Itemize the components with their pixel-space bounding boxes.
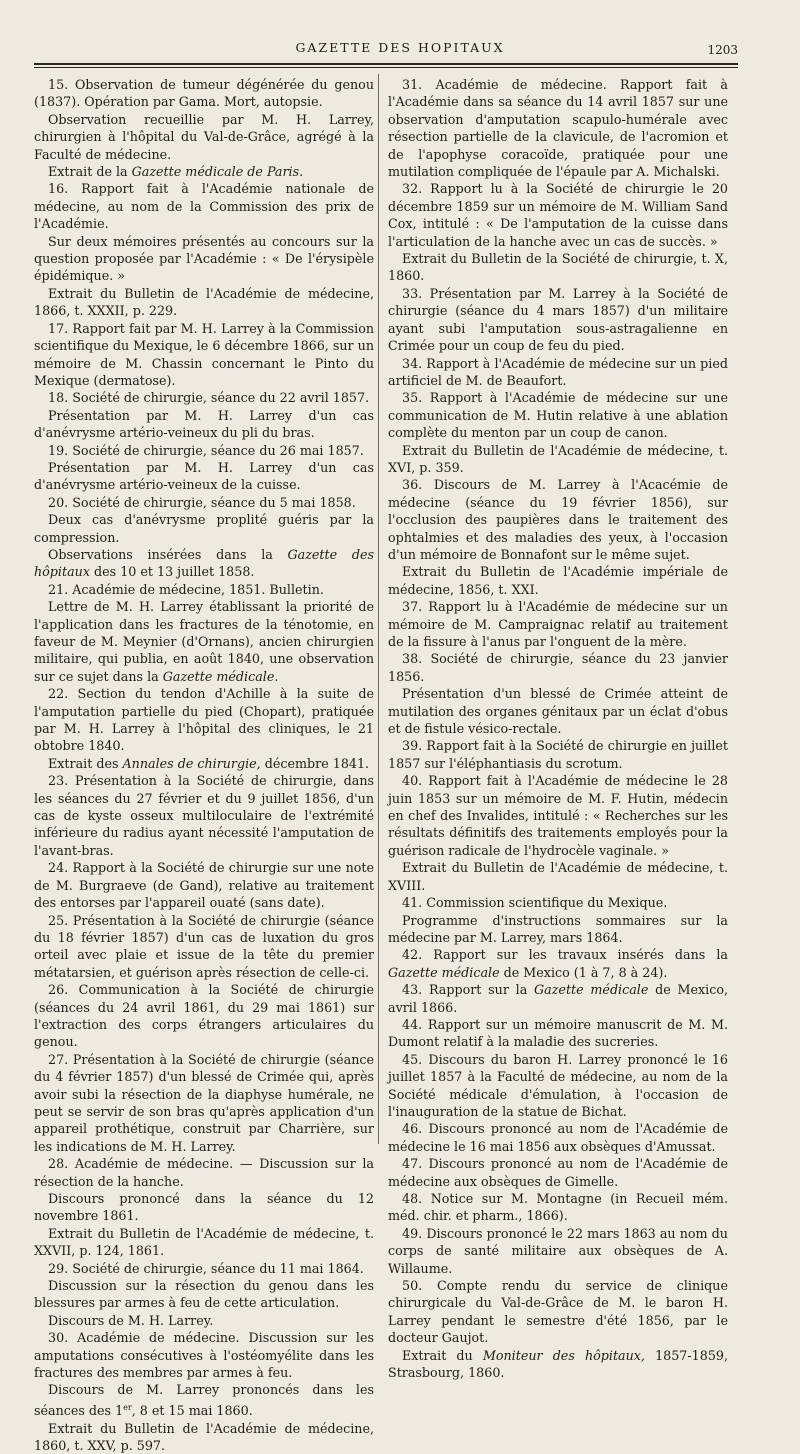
entry-heading-paragraph xyxy=(388,1277,728,1347)
entry-text: Sur deux mémoires présentés au concours sur la question proposée par l'Académie : « De l'érysipèle épidémique. » xyxy=(34,233,374,284)
entry-text: Observation recueillie par M. H. Larrey, chirurgien à l'hôpital du Val-de-Grâce, agrégé à la Faculté de médecine. xyxy=(34,111,374,162)
entry-heading-paragraph xyxy=(34,442,374,459)
bibliography-entry xyxy=(34,76,374,180)
header-rule-thin xyxy=(34,67,738,68)
entry-paragraph xyxy=(388,250,728,285)
entry-text: Présentation à la Société de chirurgie (séance du 18 février 1857) d'un cas de luxation du gros orteil avec plaie et issue de la tête du premier métatarsien, et guérison après résection de celle-ci. xyxy=(34,912,374,980)
entry-paragraph xyxy=(34,407,374,442)
entry-paragraph xyxy=(388,859,728,894)
entry-text: Rapport à la Société de chirurgie sur une note de M. Burgraeve (de Gand), relative au traitement des entorses par l'appareil ouaté (sans date). xyxy=(34,860,374,911)
entry-number: 49. xyxy=(402,1225,423,1241)
entry-number: 27. xyxy=(48,1051,69,1067)
bibliography-entry xyxy=(34,772,374,859)
entry-text: 1857-1859, Strasbourg, 1860. xyxy=(388,1347,728,1381)
entry-text: Lettre de M. H. Larrey établissant la priorité de l'application dans les fractures de la ténotomie, en faveur de M. Meynier (d'Ornans), ancien chirurgien militaire, qui publia, en août 1840, une observation sur ce sujet dans la xyxy=(34,599,374,684)
bibliography-entry xyxy=(34,180,374,319)
bibliography-entry xyxy=(388,981,728,1016)
entry-number: 26. xyxy=(48,982,69,998)
entry-number: 48. xyxy=(402,1191,423,1206)
entry-paragraph xyxy=(388,1347,728,1382)
entry-text: Extrait du Bulletin de l'Académie de médecine, t. XVI, p. 359. xyxy=(388,442,728,475)
entry-text: Extrait du Bulletin de l'Académie de médecine, 1866, t. XXXII, p. 229. xyxy=(34,285,374,319)
entry-text: Extrait du Bulletin de l'Académie de médecine, 1860, t. XXV, p. 597. xyxy=(34,1420,374,1453)
entry-text: des 10 et 13 juillet 1858. xyxy=(89,564,255,580)
entry-heading-paragraph xyxy=(388,894,728,911)
entry-text: Programme d'instructions sommaires sur la médecine par M. Larrey, mars 1864. xyxy=(388,912,728,945)
entry-heading-paragraph xyxy=(34,494,374,511)
bibliography-entry xyxy=(34,1155,374,1259)
entry-heading-paragraph xyxy=(388,737,728,772)
entry-text: Rapport sur les travaux insérés dans la xyxy=(433,947,728,963)
entry-paragraph xyxy=(388,912,728,947)
entry-paragraph xyxy=(34,459,374,494)
entry-text: Extrait du Bulletin de l'Académie de médecine, t. XXVII, p. 124, 1861. xyxy=(34,1225,374,1259)
entry-text: de Mexico, avril 1866. xyxy=(388,982,728,1015)
entry-heading-paragraph xyxy=(388,476,728,563)
entry-heading-paragraph xyxy=(388,598,728,650)
entry-text: Rapport fait par M. H. Larrey à la Commission scientifique du Mexique, le 6 décembre 1866, sur un mémoire de M. Chassin concernant le Pinto du Mexique (dermatose). xyxy=(34,320,374,388)
entry-heading-paragraph xyxy=(34,1155,374,1190)
entry-text: Présentation d'un blessé de Crimée atteint de mutilation des organes génitaux par un éclat d'obus et de fistule vésico-rectale. xyxy=(388,686,728,737)
entry-heading-paragraph xyxy=(388,355,728,390)
entry-heading-paragraph xyxy=(34,1329,374,1381)
entry-heading-paragraph xyxy=(34,685,374,755)
bibliography-entry xyxy=(34,494,374,581)
entry-heading-paragraph xyxy=(34,389,374,406)
entry-paragraph xyxy=(34,233,374,285)
entry-text: Extrait des xyxy=(48,755,123,771)
bibliography-entry xyxy=(34,581,374,685)
entry-heading-paragraph xyxy=(34,981,374,1051)
entry-paragraph xyxy=(388,442,728,477)
entry-paragraph xyxy=(34,1225,374,1260)
entry-text: Rapport sur la xyxy=(428,982,535,998)
entry-paragraph xyxy=(34,598,374,685)
entry-paragraph xyxy=(34,163,374,180)
entry-paragraph xyxy=(34,1190,374,1225)
bibliography-entry xyxy=(388,650,728,737)
entry-number: 36. xyxy=(402,477,423,493)
entry-number: 35. xyxy=(402,390,423,406)
entry-text: Société de chirurgie, séance du 22 avril 1857. xyxy=(72,390,370,406)
entry-paragraph xyxy=(34,1312,374,1329)
entry-text: de Mexico (1 à 7, 8 à 24). xyxy=(499,964,668,980)
entry-number: 17. xyxy=(48,320,69,336)
italic-title: Gazette des hôpitaux xyxy=(34,546,374,580)
entry-paragraph xyxy=(388,685,728,737)
entry-number: 20. xyxy=(48,494,69,510)
left-column xyxy=(34,76,374,1454)
entry-number: 29. xyxy=(48,1260,69,1276)
entry-heading-paragraph xyxy=(388,76,728,180)
entry-number: 40. xyxy=(402,773,423,789)
entry-text: Académie de médecine. — Discussion sur la résection de la hanche. xyxy=(34,1156,374,1189)
superscript: er xyxy=(123,1402,132,1412)
page-number: 1203 xyxy=(707,43,738,57)
entry-number: 19. xyxy=(48,442,69,458)
bibliography-entry xyxy=(388,389,728,476)
italic-title: Gazette médicale xyxy=(388,964,500,980)
entry-text: Société de chirurgie, séance du 5 mai 1858. xyxy=(72,494,356,510)
entry-paragraph xyxy=(388,563,728,598)
entry-number: 50. xyxy=(402,1278,423,1294)
entry-paragraph xyxy=(34,546,374,581)
entry-text: Discours de M. H. Larrey. xyxy=(48,1312,214,1328)
entry-heading-paragraph xyxy=(388,180,728,250)
entry-text: Extrait du Bulletin de l'Académie de médecine, t. XVIII. xyxy=(388,860,728,893)
entry-text: Présentation par M. H. Larrey d'un cas d'anévrysme artério-veineux de la cuisse. xyxy=(34,459,374,493)
bibliography-entry xyxy=(34,859,374,911)
header-rule xyxy=(34,63,738,65)
entry-number: 45. xyxy=(402,1051,423,1067)
bibliography-entry xyxy=(388,1016,728,1051)
bibliography-entry xyxy=(388,285,728,355)
bibliography-entry xyxy=(388,737,728,772)
entry-heading-paragraph xyxy=(388,772,728,859)
entry-text: Académie de médecine. Discussion sur les amputations consécutives à l'ostéomyélite dans les fractures des membres par armes à feu. xyxy=(34,1330,374,1381)
entry-text: Société de chirurgie, séance du 23 janvier 1856. xyxy=(388,651,728,684)
entry-text: Communication à la Société de chirurgie (séances du 24 avril 1861, du 29 mai 1861) sur l'extraction des corps étrangers articulaires du genou. xyxy=(34,982,374,1050)
bibliography-entry xyxy=(388,946,728,981)
entry-heading-paragraph xyxy=(388,1225,728,1277)
entry-number: 31. xyxy=(402,77,423,92)
entry-number: 30. xyxy=(48,1330,69,1346)
entry-number: 44. xyxy=(402,1016,423,1032)
entry-number: 37. xyxy=(402,599,423,615)
entry-text: Extrait du xyxy=(402,1347,483,1363)
entry-text: Extrait du Bulletin de la Société de chirurgie, t. X, 1860. xyxy=(388,251,728,284)
italic-title: Gazette médicale. xyxy=(162,668,279,684)
entry-text: Rapport lu à l'Académie de médecine sur un mémoire de M. Campraignac relatif au traitement de la fissure à l'anus par l'onguent de la mère. xyxy=(388,599,728,649)
entry-heading-paragraph xyxy=(388,1120,728,1155)
entry-paragraph xyxy=(34,1277,374,1312)
entry-number: 41. xyxy=(402,895,423,911)
entry-number: 32. xyxy=(402,181,423,197)
entry-number: 22. xyxy=(48,686,69,702)
bibliography-entry xyxy=(34,1329,374,1454)
entry-number: 23. xyxy=(48,773,69,789)
entry-text: Observations insérées dans la xyxy=(48,546,288,562)
entry-text: Discussion sur la résection du genou dans les blessures par armes à feu de cette articulation. xyxy=(34,1278,374,1311)
italic-title: Gazette médicale xyxy=(534,982,649,998)
entry-text: Rapport fait à l'Académie nationale de médecine, au nom de la Commission des prix de l'Académie. xyxy=(34,181,374,232)
bibliography-entry xyxy=(388,355,728,390)
entry-text: Présentation par M. Larrey à la Société de chirurgie (séance du 4 mars 1857) d'un militaire ayant subi l'amputation sous-astragalienne en Crimée pour un coup de feu du pied. xyxy=(388,285,728,354)
entry-heading-paragraph xyxy=(388,1155,728,1190)
bibliography-entry xyxy=(34,912,374,982)
entry-number: 34. xyxy=(402,355,423,371)
entry-heading-paragraph xyxy=(388,650,728,685)
entry-text: Rapport à l'Académie de médecine sur une communication de M. Hutin relative à une ablation complète du menton par un coup de canon. xyxy=(388,390,728,441)
bibliography-entry xyxy=(388,180,728,284)
entry-paragraph xyxy=(34,111,374,163)
entry-text: Académie de médecine, 1851. Bulletin. xyxy=(72,581,324,597)
entry-heading-paragraph xyxy=(388,285,728,355)
entry-text: Discours prononcé au nom de l'Académie de médecine aux obsèques de Gimelle. xyxy=(388,1156,728,1189)
bibliography-entry xyxy=(34,442,374,494)
entry-number: 18. xyxy=(48,390,69,406)
entry-heading-paragraph xyxy=(388,1190,728,1225)
entry-text: Observation de tumeur dégénérée du genou (1837). Opération par Gama. Mort, autopsie. xyxy=(34,77,374,110)
entry-number: 15. xyxy=(48,77,69,92)
entry-heading-paragraph xyxy=(388,946,728,981)
italic-title: Moniteur des hôpitaux, xyxy=(482,1347,645,1363)
entry-text: Rapport lu à la Société de chirurgie le 20 décembre 1859 sur un mémoire de M. William Sand Cox, intitulé : « De l'amputation de la cuisse dans l'articulation de la hanche avec un cas de succès. » xyxy=(388,181,728,249)
bibliography-entry xyxy=(388,76,728,180)
entry-text: Présentation à la Société de chirurgie (séance du 4 février 1857) d'un blessé de Crimée qui, après avoir subi la résection de la diaphyse humérale, ne peut se servir de son bras qu'après application d'un appareil prothétique, construit par Charrière, sur les indications de M. H. Larrey. xyxy=(34,1051,374,1154)
entry-text: Rapport fait à l'Académie de médecine le 28 juin 1853 sur un mémoire de M. F. Hutin, médecin en chef des Invalides, intitulé : « Recherches sur les résultats définitifs des traitements employés pour la guérison radicale de l'hydrocèle vaginale. » xyxy=(388,773,728,858)
bibliography-entry xyxy=(388,1120,728,1155)
entry-text: Rapport à l'Académie de médecine sur un pied artificiel de M. de Beaufort. xyxy=(388,355,728,388)
entry-text: Notice sur M. Montagne (in Recueil mém. méd. chir. et pharm., 1866). xyxy=(388,1191,728,1224)
bibliography-entry xyxy=(388,1155,728,1190)
entry-text: , 8 et 15 mai 1860. xyxy=(131,1403,253,1419)
entry-heading-paragraph xyxy=(34,1260,374,1277)
bibliography-entry xyxy=(388,476,728,598)
entry-text: Section du tendon d'Achille à la suite de l'amputation partielle du pied (Chopart), pratiquée par M. H. Larrey à l'hôpital des cliniques, le 21 obtobre 1840. xyxy=(34,686,374,754)
entry-text: Discours prononcé au nom de l'Académie de médecine le 16 mai 1856 aux obsèques d'Amussat. xyxy=(388,1121,728,1154)
bibliography-entry xyxy=(34,685,374,772)
entry-number: 16. xyxy=(48,181,69,197)
entry-heading-paragraph xyxy=(34,1051,374,1155)
entry-text: Extrait du Bulletin de l'Académie impériale de médecine, 1856, t. XXI. xyxy=(388,564,728,597)
bibliography-entry xyxy=(34,1260,374,1330)
entry-number: 24. xyxy=(48,860,69,876)
entry-paragraph xyxy=(34,511,374,546)
italic-title: Gazette médicale de Paris. xyxy=(131,164,304,180)
entry-text: Commission scientifique du Mexique. xyxy=(426,895,668,911)
bibliography-entry xyxy=(388,1277,728,1381)
entry-heading-paragraph xyxy=(34,859,374,911)
entry-text: Rapport sur un mémoire manuscrit de M. M. Dumont relatif à la maladie des sucreries. xyxy=(388,1016,728,1050)
bibliography-entry xyxy=(388,1225,728,1277)
bibliography-entry xyxy=(388,772,728,894)
bibliography-entry xyxy=(34,389,374,441)
entry-paragraph xyxy=(34,1420,374,1454)
entry-text: décembre 1841. xyxy=(260,755,370,771)
entry-text: Extrait de la xyxy=(48,164,132,180)
bibliography-entry xyxy=(388,598,728,650)
entry-text: Deux cas d'anévrysme proplité guéris par la compression. xyxy=(34,512,374,545)
entry-number: 21. xyxy=(48,581,69,597)
entry-number: 25. xyxy=(48,912,69,928)
bibliography-entry xyxy=(388,1051,728,1121)
bibliography-entry xyxy=(34,1051,374,1155)
entry-heading-paragraph xyxy=(34,320,374,390)
entry-number: 43. xyxy=(402,982,423,998)
entry-number: 39. xyxy=(402,738,423,754)
entry-heading-paragraph xyxy=(34,581,374,598)
entry-number: 46. xyxy=(402,1121,423,1137)
entry-text: Discours du baron H. Larrey prononcé le 16 juillet 1857 à la Faculté de médecine, au nom de la Société médicale d'émulation, à l'occasion de l'inauguration de la statue de Bichat. xyxy=(388,1051,728,1119)
entry-paragraph xyxy=(34,1381,374,1419)
entry-heading-paragraph xyxy=(388,1051,728,1121)
entry-text: Discours prononcé dans la séance du 12 novembre 1861. xyxy=(34,1191,374,1224)
entry-heading-paragraph xyxy=(388,389,728,441)
entry-heading-paragraph xyxy=(388,1016,728,1051)
entry-text: Société de chirurgie, séance du 11 mai 1864. xyxy=(72,1260,364,1276)
entry-paragraph xyxy=(34,285,374,320)
entry-number: 33. xyxy=(402,285,423,301)
entry-number: 42. xyxy=(402,947,423,963)
running-head: GAZETTE DES HOPITAUX xyxy=(295,40,505,55)
entry-heading-paragraph xyxy=(34,772,374,859)
entry-text: Discours prononcé le 22 mars 1863 au nom du corps de santé militaire aux obsèques de A. Willaume. xyxy=(388,1225,728,1276)
column-divider xyxy=(378,74,379,1144)
entry-heading-paragraph xyxy=(388,981,728,1016)
right-column xyxy=(388,76,728,1381)
entry-text: Présentation par M. H. Larrey d'un cas d'anévrysme artério-veineux du pli du bras. xyxy=(34,407,374,441)
bibliography-entry xyxy=(34,320,374,390)
entry-number: 28. xyxy=(48,1156,69,1172)
bibliography-entry xyxy=(388,1190,728,1225)
bibliography-entry xyxy=(388,894,728,946)
entry-text: Discours de M. Larrey à l'Acacémie de médecine (séance du 19 février 1856), sur l'occlusion des paupières dans le traitement des ophtalmies et des maladies des yeux, à l'occasion d'un mémoire de Bonnafont sur le même sujet. xyxy=(388,477,728,562)
entry-heading-paragraph xyxy=(34,76,374,111)
entry-text: Académie de médecine. Rapport fait à l'Académie dans sa séance du 14 avril 1857 sur une observation d'amputation scapulo-humérale avec résection partielle de la clavicule, de l'acromion et de l'apophyse coracoïde, pratiquée pour une mutilation compliquée de l'épaule par A. Michalski. xyxy=(388,77,728,180)
entry-heading-paragraph xyxy=(34,180,374,232)
entry-text: Société de chirurgie, séance du 26 mai 1857. xyxy=(72,442,364,458)
italic-title: Annales de chirurgie, xyxy=(122,755,261,771)
entry-text: Discours de M. Larrey prononcés dans les séances des 1 xyxy=(34,1382,374,1419)
entry-number: 47. xyxy=(402,1156,423,1172)
entry-paragraph xyxy=(34,755,374,772)
entry-number: 38. xyxy=(402,651,423,667)
entry-heading-paragraph xyxy=(34,912,374,982)
bibliography-entry xyxy=(34,981,374,1051)
entry-text: Rapport fait à la Société de chirurgie en juillet 1857 sur l'éléphantiasis du scrotum. xyxy=(388,738,728,771)
entry-text: Compte rendu du service de clinique chirurgicale du Val-de-Grâce de M. le baron H. Larrey pendant le semestre d'été 1856, par le docteur Gaujot. xyxy=(388,1278,728,1346)
entry-text: Présentation à la Société de chirurgie, dans les séances du 27 février et du 9 juillet 1856, d'un cas de kyste osseux multiloculaire de l'extrémité inférieure du radius ayant nécessité l'amputation de l'avant-bras. xyxy=(34,773,374,858)
